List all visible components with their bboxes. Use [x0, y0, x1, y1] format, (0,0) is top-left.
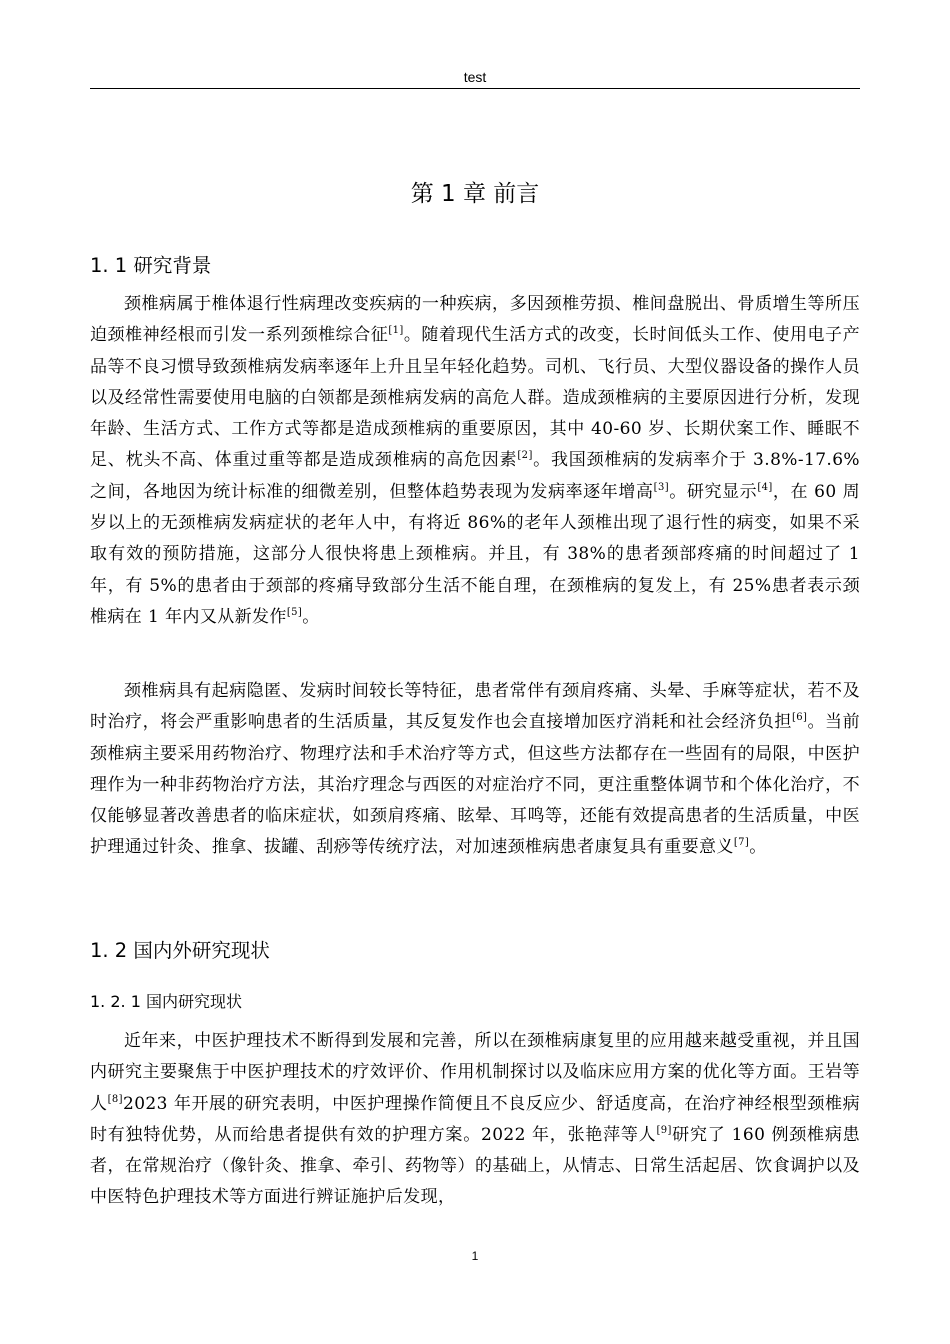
paragraph-background-1 [90, 289, 860, 633]
paragraph-text: 近年来，中医护理技术不断得到发展和完善，所以在颈椎病康复里的应用越来越受重视，并且国内研究主要聚焦于中医护理技术的疗效评价、作用机制探讨以及临床应用方案的优化等方面。王岩等人 [90, 1031, 860, 1114]
paragraph-text: 。我国颈椎病的发病率介于 3.8%-17.6%之间，各地因为统计标准的细微差别，但整体趋势表现为发病率逐年增高 [90, 450, 860, 502]
citation-5: [5] [286, 606, 303, 618]
citation-7: [7] [733, 837, 750, 849]
paragraph-domestic-research [90, 1026, 860, 1214]
paragraph-text: 颈椎病属于椎体退行性病理改变疾病的一种疾病，多因颈椎劳损、椎间盘脱出、骨质增生等所压迫颈椎神经根而引发一系列颈椎综合征 [90, 294, 860, 346]
paragraph-text: 。 [749, 837, 767, 858]
citation-8: [8] [107, 1093, 123, 1105]
paragraph-text: 2023 年开展的研究表明，中医护理操作简便且不良反应少、舒适度高，在治疗神经根型颈椎病时有独特优势，从而给患者提供有效的护理方案。2022 年，张艳萍等人 [90, 1093, 861, 1145]
paragraph-text: 。 [302, 606, 320, 627]
section-heading-1-1: 1. 1 研究背景 [90, 254, 212, 277]
paragraph-text: 颈椎病具有起病隐匿、发病时间较长等特征，患者常伴有颈肩疼痛、头晕、手麻等症状，若不及时治疗，将会严重影响患者的生活质量，其反复发作也会直接增加医疗消耗和社会经济负担 [90, 681, 860, 733]
chapter-title: 第 1 章 前言 [410, 181, 540, 207]
paragraph-text: 研究了 160 例颈椎病患者，在常规治疗（像针灸、推拿、牵引、药物等）的基础上，从情志、日常生活起居、饮食调护以及中医特色护理技术等方面进行辨证施护后发现， [90, 1124, 860, 1208]
citation-1: [1] [388, 325, 404, 337]
header-rule [90, 88, 860, 89]
section-heading-1-2: 1. 2 国内外研究现状 [90, 939, 270, 962]
citation-4: [4] [757, 481, 773, 493]
citation-6: [6] [791, 712, 808, 724]
citation-2: [2] [517, 450, 533, 462]
page-number: 1 [471, 1249, 479, 1263]
paragraph-text: 。当前颈椎病主要采用药物治疗、物理疗法和手术治疗等方式，但这些方法都存在一些固有的局限，中医护理作为一种非药物治疗方法，其治疗理念与西医的对症治疗不同，更注重整体调节和个体化治疗，不仅能够显著改善患者的临床症状，如颈肩疼痛、眩晕、耳鸣等，还能有效提高患者的生活质量，中医护理通过针灸、推拿、拔罐、刮痧等传统疗法，对加速颈椎病患者康复具有重要意义 [90, 712, 861, 858]
paragraph-text: 。研究显示 [669, 481, 758, 502]
page-header: test [463, 69, 487, 85]
paragraph-background-2 [90, 676, 860, 864]
citation-9: [9] [656, 1124, 672, 1136]
subsection-heading-1-2-1: 1. 2. 1 国内研究现状 [90, 992, 242, 1011]
paragraph-text: ，在 60 周岁以上的无颈椎病发病症状的老年人中，有将近 86%的老年人颈椎出现了退行性的病变，如果不采取有效的预防措施，这部分人很快将患上颈椎病。并且，有 38%的患者颈部疼痛的时间超过了 1 年，有 5%的患者由于颈部的疼痛导致部分生活不能自理，在颈椎病的复发上，有 25%患者表示颈椎病在 1 年内又从新发作 [90, 481, 860, 627]
citation-3: [3] [653, 481, 670, 493]
paragraph-text: 。随着现代生活方式的改变，长时间低头工作、使用电子产品等不良习惯导致颈椎病发病率逐年上升且呈年轻化趋势。司机、飞行员、大型仪器设备的操作人员以及经常性需要使用电脑的白领都是颈椎病发病的高危人群。造成颈椎病的主要原因进行分析，发现年龄、生活方式、工作方式等都是造成颈椎病的重要原因，其中 40-60 岁、长期伏案工作、睡眠不足、枕头不高、体重过重等都是造成颈椎病的高危因素 [90, 325, 860, 471]
